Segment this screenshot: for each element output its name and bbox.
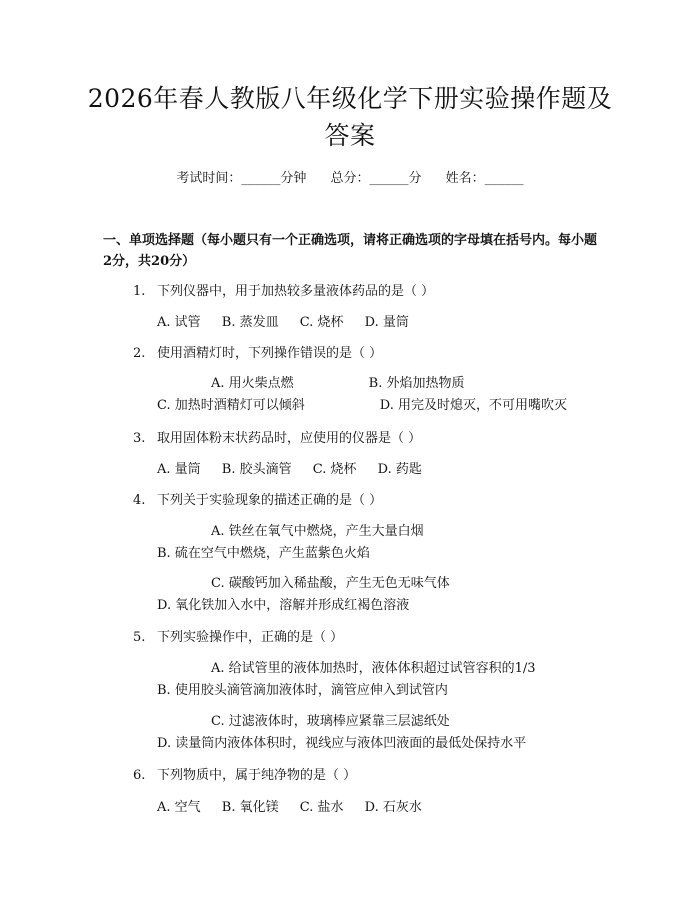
question-number: 2.: [133, 346, 146, 361]
option-c: C. 过滤液体时，玻璃棒应紧靠三层滤纸处: [211, 714, 450, 729]
question-2: [133, 345, 382, 363]
student-name-field: 姓名：______: [445, 171, 524, 186]
option-b: B. 胶头滴管: [221, 462, 292, 477]
question-number: 4.: [133, 493, 146, 508]
option-a: A. 用火柴点燃: [211, 376, 294, 391]
question-stem: 下列物质中，属于纯净物的是（ ）: [157, 768, 357, 783]
question-1: [133, 283, 434, 301]
option-a: A. 空气: [157, 800, 201, 815]
question-stem: 下列关于实验现象的描述正确的是（ ）: [157, 493, 383, 508]
question-stem: 取用固体粉末状药品时，应使用的仪器是（ ）: [157, 431, 422, 446]
option-b: B. 硫在空气中燃烧，产生蓝紫色火焰: [157, 546, 370, 561]
option-d: D. 读量筒内液体体积时，视线应与液体凹液面的最低处保持水平: [157, 736, 527, 751]
option-b: B. 外焰加热物质: [368, 376, 465, 391]
question-stem: 使用酒精灯时，下列操作错误的是（ ）: [157, 346, 383, 361]
exam-info-row: [0, 170, 700, 188]
option-a: A. 试管: [157, 315, 201, 330]
question-number: 6.: [133, 768, 146, 783]
option-c: C. 加热时酒精灯可以倾斜: [157, 398, 305, 413]
question-1-options: [157, 314, 426, 332]
question-3-options: [157, 461, 439, 479]
question-4: [133, 492, 382, 510]
question-stem: 下列实验操作中，正确的是（ ）: [157, 630, 344, 645]
option-c: C. 烧杯: [299, 315, 344, 330]
option-c: C. 盐水: [299, 800, 344, 815]
question-4-options-cd: [103, 573, 603, 617]
option-d: D. 用完及时熄灭，不可用嘴吹灭: [379, 398, 567, 413]
question-2-options: [103, 373, 603, 417]
option-c: C. 碳酸钙加入稀盐酸，产生无色无味气体: [211, 576, 450, 591]
option-b: B. 蒸发皿: [221, 315, 279, 330]
section-heading: 一、单项选择题（每小题只有一个正确选项，请将正确选项的字母填在括号内。每小题2分，共20分）: [103, 233, 598, 269]
question-5-options-cd: [103, 711, 603, 755]
option-b: B. 使用胶头滴管滴加液体时，滴管应伸入到试管内: [157, 683, 448, 698]
option-d: D. 石灰水: [364, 800, 422, 815]
option-a: A. 给试管里的液体加热时，液体体积超过试管容积的1/3: [211, 661, 536, 676]
option-a: A. 量筒: [157, 462, 201, 477]
option-d: D. 氧化铁加入水中，溶解并形成红褐色溶液: [157, 598, 410, 613]
question-number: 5.: [133, 630, 146, 645]
option-d: D. 量筒: [364, 315, 409, 330]
question-4-options-ab: [103, 521, 603, 565]
option-c: C. 烧杯: [312, 462, 357, 477]
total-score-field: 总分：______分: [330, 171, 422, 186]
page-title: 2026年春人教版八年级化学下册实验操作题及答案: [87, 84, 613, 150]
question-number: 1.: [133, 284, 146, 299]
option-d: D. 药匙: [377, 462, 422, 477]
option-a: A. 铁丝在氧气中燃烧，产生大量白烟: [211, 524, 424, 539]
question-5-options-ab: [103, 658, 603, 702]
question-number: 3.: [133, 431, 146, 446]
question-3: [133, 430, 421, 448]
question-6-options: [157, 799, 439, 817]
exam-time-field: 考试时间：______分钟: [176, 171, 307, 186]
option-b: B. 氧化镁: [221, 800, 279, 815]
question-5: [133, 629, 343, 647]
question-stem: 下列仪器中，用于加热较多量液体药品的是（ ）: [157, 284, 435, 299]
question-6: [133, 767, 356, 785]
